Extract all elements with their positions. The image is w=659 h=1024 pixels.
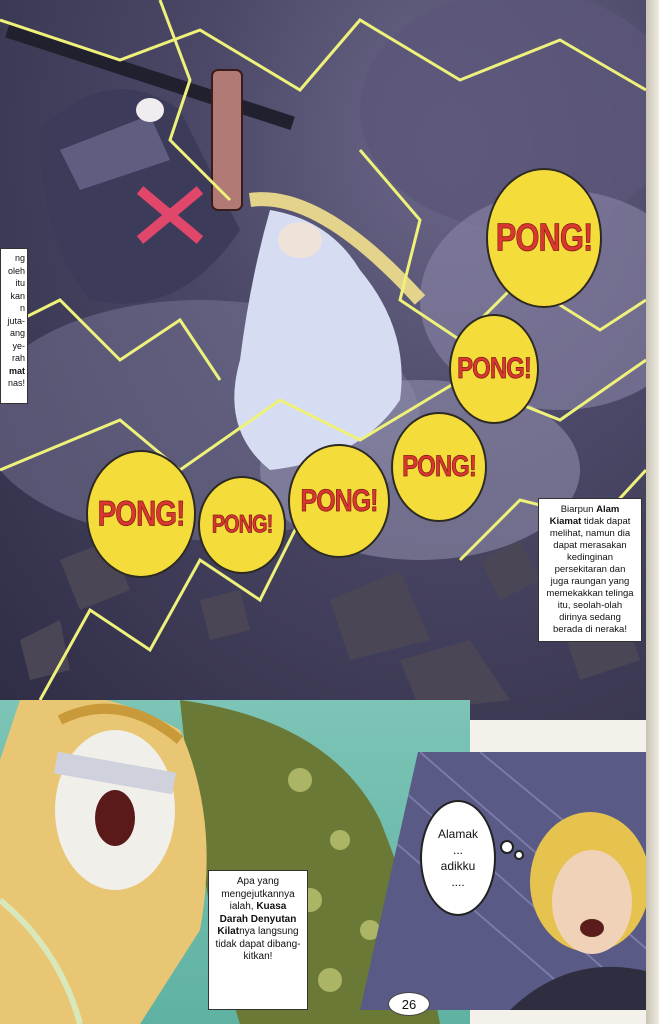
sfx-pong-text-2: PONG!	[457, 351, 531, 386]
caption-left-line: juta-	[7, 315, 25, 326]
sfx-pong-text-4: PONG!	[300, 482, 378, 518]
caption-left-line: ang	[9, 328, 25, 338]
caption-bottom-text-2: nya langsung tidak dapat dibang-kitkan!	[215, 926, 301, 962]
thought-line-2: ...	[452, 843, 463, 857]
sfx-pong-bubble-6	[86, 450, 196, 578]
caption-left-line: nas!	[7, 378, 25, 388]
caption-right-bold: Alam Kiamat	[549, 504, 620, 527]
caption-right-text-2: tidak dapat melihat, namun dia dapat merasakan kedinginan persekitaran dan juga raungan yang memekakkan telinga itu, seolah-olah dirinya sedang berada di neraka!	[546, 516, 634, 635]
caption-left-line: n	[19, 303, 25, 313]
caption-bottom	[208, 870, 308, 1010]
thought-line-3: adikku	[440, 859, 476, 873]
sfx-pong-text-5: PONG!	[211, 510, 273, 539]
sfx-pong-bubble-3	[391, 412, 487, 522]
page-number: 26	[388, 992, 430, 1016]
caption-left-line: itu	[15, 278, 25, 288]
sfx-pong-text-6: PONG!	[97, 494, 185, 533]
sfx-pong-text-3: PONG!	[402, 449, 476, 484]
caption-left-line: ng	[14, 253, 25, 263]
caption-left-line: rah	[11, 353, 25, 363]
caption-bottom-bold: Kuasa Darah Denyutan Kilat	[217, 901, 297, 937]
sfx-pong-bubble-4	[288, 444, 390, 558]
thought-line-1: Alamak	[437, 827, 478, 841]
dark-figure	[5, 24, 295, 304]
caption-left-line: mat	[8, 365, 25, 376]
book-spine-edge	[646, 0, 659, 1024]
caption-left-line: ye-	[12, 340, 25, 351]
sfx-pong-text-1: PONG!	[495, 215, 593, 260]
sfx-pong-bubble-2	[449, 314, 539, 424]
thought-dot-small	[514, 850, 524, 860]
thought-dot-large	[500, 840, 514, 854]
caption-left-line: kan	[10, 290, 25, 301]
caption-right	[538, 498, 642, 642]
sfx-pong-bubble-5	[198, 476, 286, 574]
caption-left-truncated	[0, 248, 28, 404]
caption-left-line: oleh	[7, 265, 25, 276]
caption-right-text-1: Biarpun	[560, 504, 597, 515]
thought-line-4: ....	[451, 875, 465, 889]
thought-bubble	[420, 800, 496, 916]
sfx-pong-bubble-1	[486, 168, 602, 308]
caption-bottom-text-1: Apa yang mengejutkannya ialah,	[221, 876, 295, 912]
